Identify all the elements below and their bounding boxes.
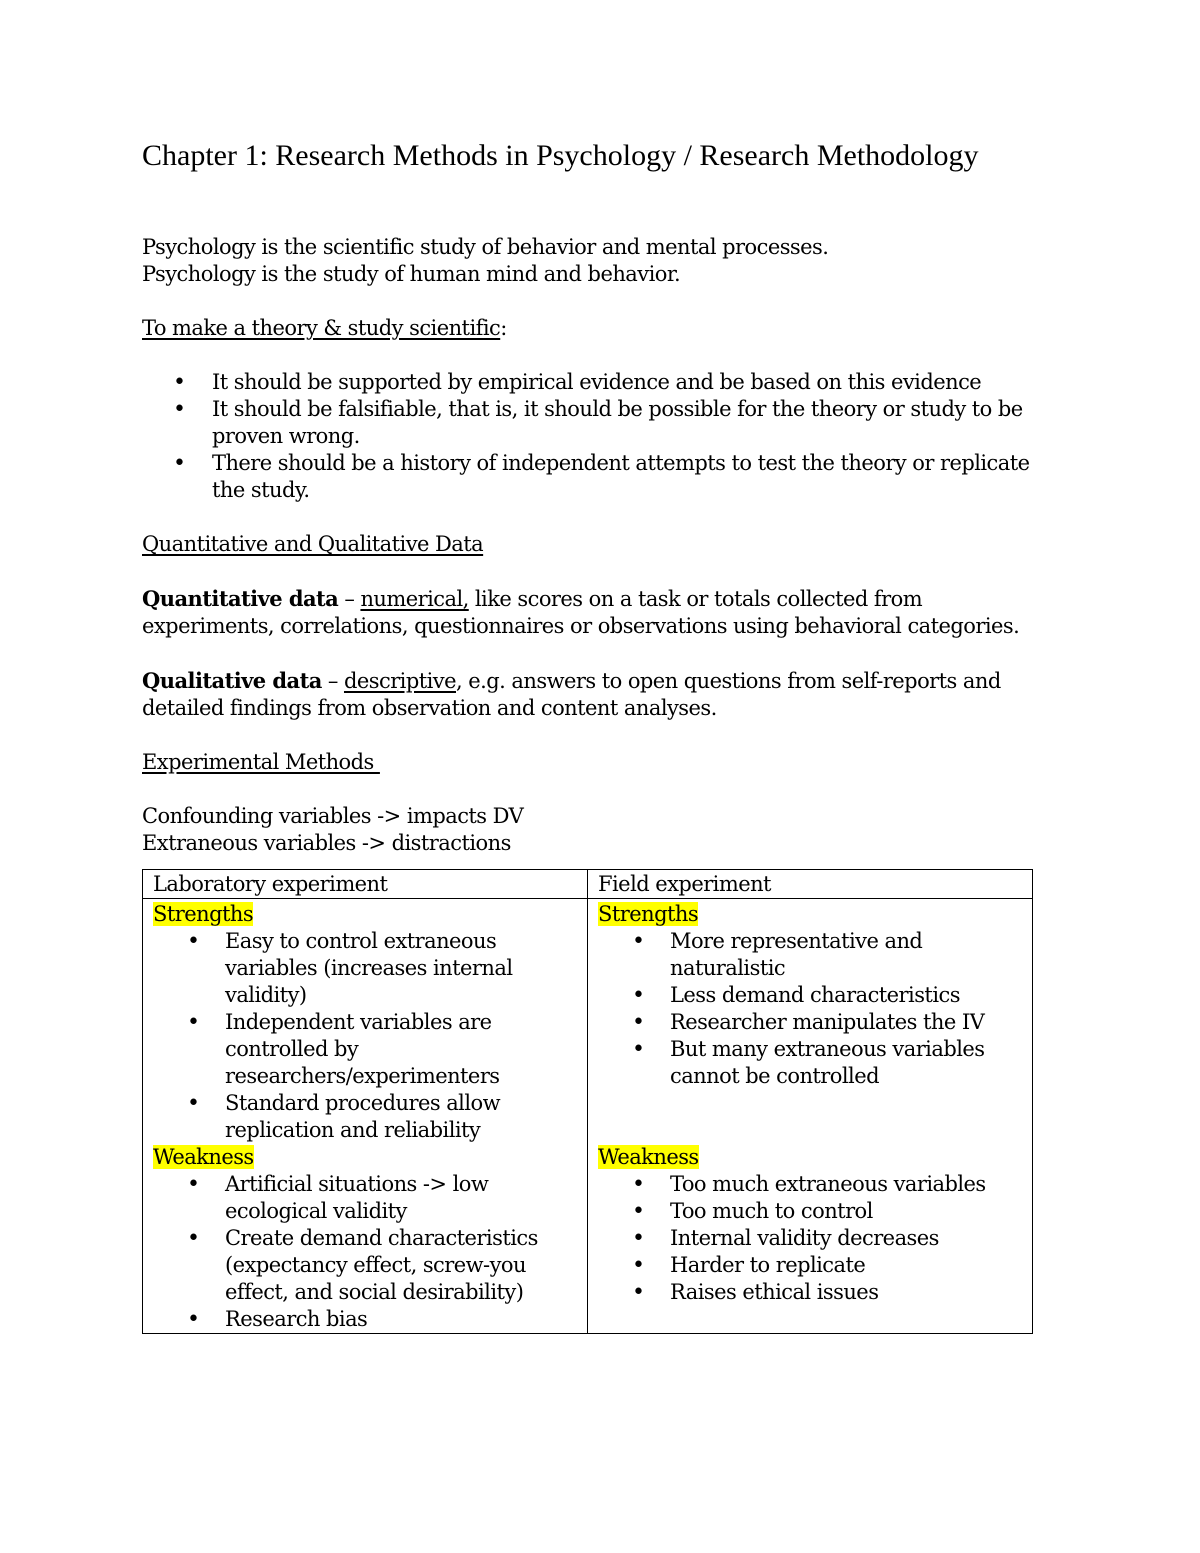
list-item: • It should be falsifiable, that is, it should be possible for the theory or study to be proven wrong. bbox=[142, 396, 1042, 450]
qualitative-paragraph bbox=[142, 667, 1042, 722]
quantitative-key: numerical, bbox=[360, 587, 469, 611]
experimental-heading bbox=[142, 749, 1042, 776]
list-item: • Research bias bbox=[153, 1306, 577, 1333]
list-item: • Standard procedures allow replication and reliability bbox=[153, 1090, 577, 1144]
quantitative-description: like scores on a task or totals collected from experiments, correlations, questionnaires or observations using behavioral categories. bbox=[142, 587, 1020, 638]
confounding-line: Confounding variables -> impacts DV bbox=[142, 804, 524, 828]
experiment-comparison-table bbox=[142, 869, 1033, 1334]
field-strengths-label: Strengths bbox=[598, 902, 699, 926]
scientific-heading bbox=[142, 315, 1042, 342]
quantitative-paragraph bbox=[142, 585, 1042, 640]
list-item: • Less demand characteristics bbox=[598, 982, 1022, 1009]
extraneous-line: Extraneous variables -> distractions bbox=[142, 831, 511, 855]
list-item: • There should be a history of independent attempts to test the theory or replicate the study. bbox=[142, 450, 1042, 504]
definition-2: Psychology is the study of human mind and behavior. bbox=[142, 262, 681, 286]
field-column-header: Field experiment bbox=[588, 870, 1033, 899]
lab-weakness-label: Weakness bbox=[153, 1145, 254, 1169]
field-experiment-cell bbox=[588, 899, 1033, 1334]
qualitative-term: Qualitative data bbox=[142, 668, 322, 693]
list-item: • Create demand characteristics (expectancy effect, screw-you effect, and social desirability) bbox=[153, 1225, 577, 1306]
list-item: • Harder to replicate bbox=[598, 1252, 1022, 1279]
page-title: Chapter 1: Research Methods in Psychology / Research Methodology bbox=[142, 139, 979, 172]
list-item: • Independent variables are controlled by researchers/experimenters bbox=[153, 1009, 577, 1090]
field-weakness-label: Weakness bbox=[598, 1145, 699, 1169]
lab-strengths-list bbox=[153, 928, 577, 1144]
quantitative-dash: – bbox=[338, 587, 361, 611]
scientific-criteria-list bbox=[142, 369, 1042, 504]
lab-experiment-cell bbox=[143, 899, 588, 1334]
list-item: • Artificial situations -> low ecological validity bbox=[153, 1171, 577, 1225]
list-item: • More representative and naturalistic bbox=[598, 928, 1022, 982]
lab-weakness-list bbox=[153, 1171, 577, 1333]
list-item: • But many extraneous variables cannot be controlled bbox=[598, 1036, 1022, 1090]
field-strengths-list bbox=[598, 928, 1022, 1090]
lab-strengths-label: Strengths bbox=[153, 902, 254, 926]
list-item: • Easy to control extraneous variables (increases internal validity) bbox=[153, 928, 577, 1009]
list-item: • Researcher manipulates the IV bbox=[598, 1009, 1022, 1036]
list-item: • Too much to control bbox=[598, 1198, 1022, 1225]
experimental-heading-text: Experimental Methods bbox=[142, 750, 380, 774]
definition-1: Psychology is the scientific study of behavior and mental processes. bbox=[142, 235, 829, 259]
list-item: • Raises ethical issues bbox=[598, 1279, 1022, 1306]
list-item: • Too much extraneous variables bbox=[598, 1171, 1022, 1198]
data-section-heading-text: Quantitative and Qualitative Data bbox=[142, 532, 484, 556]
data-section-heading bbox=[142, 531, 1042, 558]
qualitative-key: descriptive bbox=[343, 669, 456, 693]
qualitative-dash: – bbox=[321, 669, 344, 693]
document-content bbox=[142, 136, 1042, 1334]
list-item: • It should be supported by empirical evidence and be based on this evidence bbox=[142, 369, 1042, 396]
scientific-heading-colon: : bbox=[500, 316, 507, 340]
scientific-heading-text: To make a theory & study scientific bbox=[142, 316, 501, 340]
quantitative-term: Quantitative data bbox=[142, 586, 339, 611]
lab-column-header: Laboratory experiment bbox=[143, 870, 588, 899]
qualitative-description: , e.g. answers to open questions from self-reports and detailed findings from observation and content analyses. bbox=[142, 669, 1001, 720]
list-item: • Internal validity decreases bbox=[598, 1225, 1022, 1252]
field-weakness-list bbox=[598, 1171, 1022, 1306]
